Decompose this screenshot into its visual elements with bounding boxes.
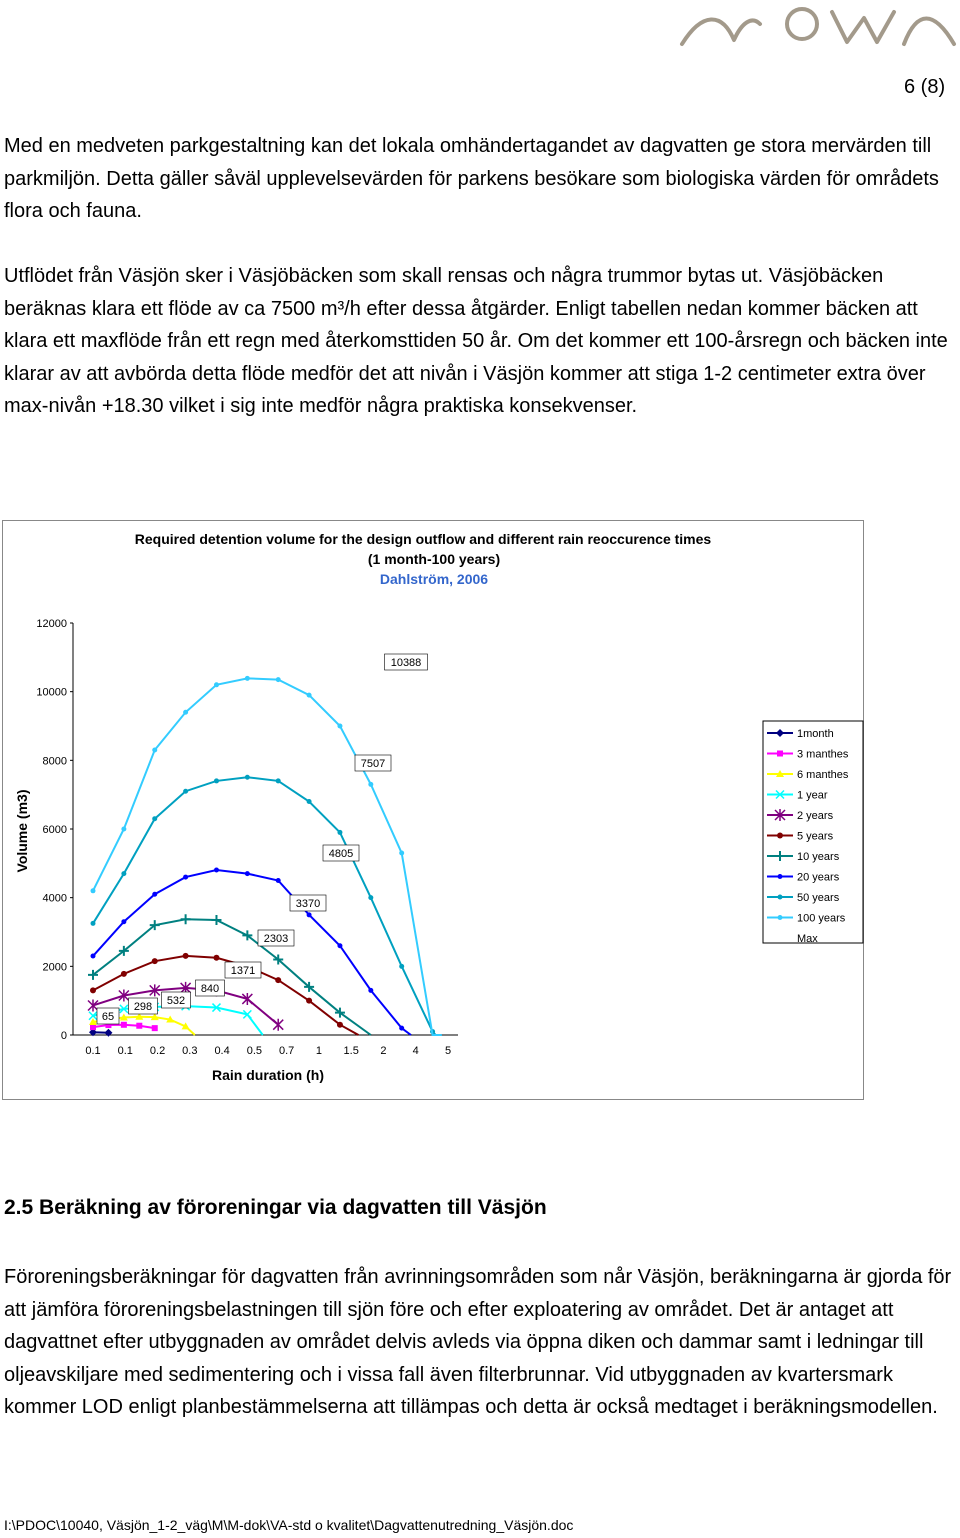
legend-entry: Max xyxy=(797,933,818,945)
data-point xyxy=(306,998,312,1004)
legend-entry: 2 years xyxy=(797,810,834,822)
data-point xyxy=(777,833,783,839)
x-tick-label: 0.2 xyxy=(149,1045,166,1057)
data-point xyxy=(778,874,783,879)
data-point xyxy=(778,915,783,920)
data-point xyxy=(777,751,783,757)
detention-volume-chart xyxy=(2,520,864,1100)
series-line xyxy=(93,678,442,1035)
data-point xyxy=(91,954,96,959)
legend-entry: 1month xyxy=(797,728,834,740)
data-point xyxy=(245,676,250,681)
data-point xyxy=(214,868,219,873)
data-point xyxy=(90,1024,96,1030)
data-point xyxy=(91,888,96,893)
chart-title-line2: (1 month-100 years) xyxy=(367,551,501,567)
x-tick-label: 4 xyxy=(412,1045,419,1057)
data-label: 532 xyxy=(166,995,186,1007)
data-point xyxy=(399,1026,404,1031)
data-label: 3370 xyxy=(295,898,321,910)
chart-subtitle: Dahlström, 2006 xyxy=(379,571,489,587)
x-tick-label: 2 xyxy=(380,1045,387,1057)
data-point xyxy=(273,1019,283,1031)
y-tick-label: 12000 xyxy=(36,618,67,630)
data-point xyxy=(337,943,342,948)
legend-entry: 100 years xyxy=(797,912,846,925)
legend-entry: 5 years xyxy=(797,830,834,843)
x-tick-label: 1 xyxy=(315,1045,322,1057)
x-axis-label: Rain duration (h) xyxy=(212,1067,324,1083)
legend-entry: 3 manthes xyxy=(797,748,849,761)
x-tick-label: 0.4 xyxy=(214,1045,230,1057)
data-point xyxy=(181,914,191,924)
x-tick-label: 0.5 xyxy=(246,1045,263,1057)
data-label: 298 xyxy=(133,1001,153,1013)
data-point xyxy=(121,827,126,832)
x-tick-label: 0.1 xyxy=(85,1045,101,1057)
chart-title-line1: Required detention volume for the design outflow and different rain reoccurence times xyxy=(134,531,712,547)
data-label: 1371 xyxy=(230,965,256,977)
data-point xyxy=(276,778,281,783)
y-tick-label: 4000 xyxy=(42,892,67,905)
data-point xyxy=(152,816,157,821)
data-label: 65 xyxy=(101,1011,115,1023)
data-point xyxy=(778,895,783,900)
data-point xyxy=(307,912,312,917)
data-point xyxy=(245,775,250,780)
x-tick-label: 5 xyxy=(444,1045,452,1057)
data-point xyxy=(183,789,188,794)
data-point xyxy=(245,871,250,876)
data-point xyxy=(399,851,404,856)
footer-path: I:\PDOC\10040, Väsjön_1-2_väg\M\M-dok\VA-std o kvalitet\Dagvattenutredning_Väsjön.doc xyxy=(4,1517,574,1533)
y-tick-label: 10000 xyxy=(36,686,67,699)
data-point xyxy=(211,915,221,925)
legend-entry: 20 years xyxy=(797,871,840,884)
data-point xyxy=(213,955,219,961)
y-tick-label: 8000 xyxy=(42,755,67,768)
data-point xyxy=(91,921,96,926)
data-point xyxy=(368,895,373,900)
x-tick-label: 0.1 xyxy=(117,1045,133,1057)
data-point xyxy=(275,977,281,983)
data-point xyxy=(121,971,127,977)
data-point xyxy=(183,953,189,959)
data-label: 2303 xyxy=(263,933,289,945)
data-point xyxy=(399,964,404,969)
data-point xyxy=(368,988,373,993)
page-number: 6 (8) xyxy=(904,76,946,98)
pollution-paragraph: Föroreningsberäkningar för dagvatten från avrinningsområden som når Väsjön, beräkningarna är gjorda för att jämföra föroreningsbelastningen till sjön före och efter exploatering av området. Det är antaget att dagvattnet efter utbyggnaden av området delvis avleds via öppna diken och dammar samt i ledningar till oljeavskiljare med sedimentering och i vissa fall även filterbrunnar. Vid utbyggnaden av kvartersmark kommer LOD enligt planbestämmelserna att tillämpas och detta är också medtaget i beräkningsmodellen. xyxy=(4,1266,952,1418)
y-tick-label: 0 xyxy=(60,1030,67,1042)
data-point xyxy=(152,1025,158,1031)
outflow-paragraph: Utflödet från Väsjön sker i Väsjöbäcken som skall rensas och några trummor bytas ut. Väsjöbäcken beräknas klara ett flöde av ca 7500 m³/h efter dessa åtgärder. Enligt tabellen nedan kommer bäcken att klara ett maxflöde från ett regn med återkomsttiden 50 år. Om det kommer ett 100-årsregn och bäcken inte klarar av att avbörda detta flöde medför det att nivån i Väsjön kommer att stiga 1-2 centimeter extra över max-nivån +18.30 vilket i sig inte medför några praktiska konsekvenser. xyxy=(4,265,948,417)
data-point xyxy=(152,748,157,753)
data-point xyxy=(90,987,96,993)
data-point xyxy=(276,677,281,682)
data-point xyxy=(152,892,157,897)
data-label: 4805 xyxy=(328,848,354,860)
data-point xyxy=(121,871,126,876)
legend-entry: 1 year xyxy=(797,789,828,802)
company-logo xyxy=(672,2,960,52)
data-point xyxy=(214,682,219,687)
y-axis-label: Volume (m3) xyxy=(14,789,30,873)
data-point xyxy=(337,724,342,729)
data-point xyxy=(121,919,126,924)
data-point xyxy=(136,1023,142,1029)
data-label: 840 xyxy=(200,983,220,995)
data-label: 7507 xyxy=(360,758,386,770)
legend-entry: 50 years xyxy=(797,892,840,904)
data-point xyxy=(307,693,312,698)
intro-paragraph: Med en medveten parkgestaltning kan det lokala omhändertagandet av dagvatten ge stora mervärden till parkmiljön. Detta gäller såväl upplevelsevärden för parkens besökare som biologiska värden för områdets flora och fauna. xyxy=(4,135,939,222)
data-point xyxy=(183,875,188,880)
legend-entry: 6 manthes xyxy=(797,769,849,781)
section-heading: 2.5 Beräkning av föroreningar via dagvatten till Väsjön xyxy=(4,1196,547,1219)
data-point xyxy=(88,999,98,1011)
x-tick-label: 0.7 xyxy=(278,1045,295,1057)
chart-svg xyxy=(3,521,865,1101)
data-point xyxy=(183,710,188,715)
x-tick-label: 0.3 xyxy=(182,1045,198,1057)
x-tick-label: 1.5 xyxy=(343,1045,359,1057)
data-point xyxy=(214,778,219,783)
data-point xyxy=(276,878,281,883)
legend-entry: 10 years xyxy=(797,851,840,863)
y-tick-label: 6000 xyxy=(42,824,67,836)
data-point xyxy=(121,1022,127,1028)
data-point xyxy=(307,799,312,804)
data-point xyxy=(368,782,373,787)
data-point xyxy=(337,830,342,835)
data-point xyxy=(104,1029,112,1037)
data-label: 10388 xyxy=(390,657,422,669)
data-point xyxy=(152,958,158,964)
data-point xyxy=(337,1022,343,1028)
y-tick-label: 2000 xyxy=(42,961,67,974)
